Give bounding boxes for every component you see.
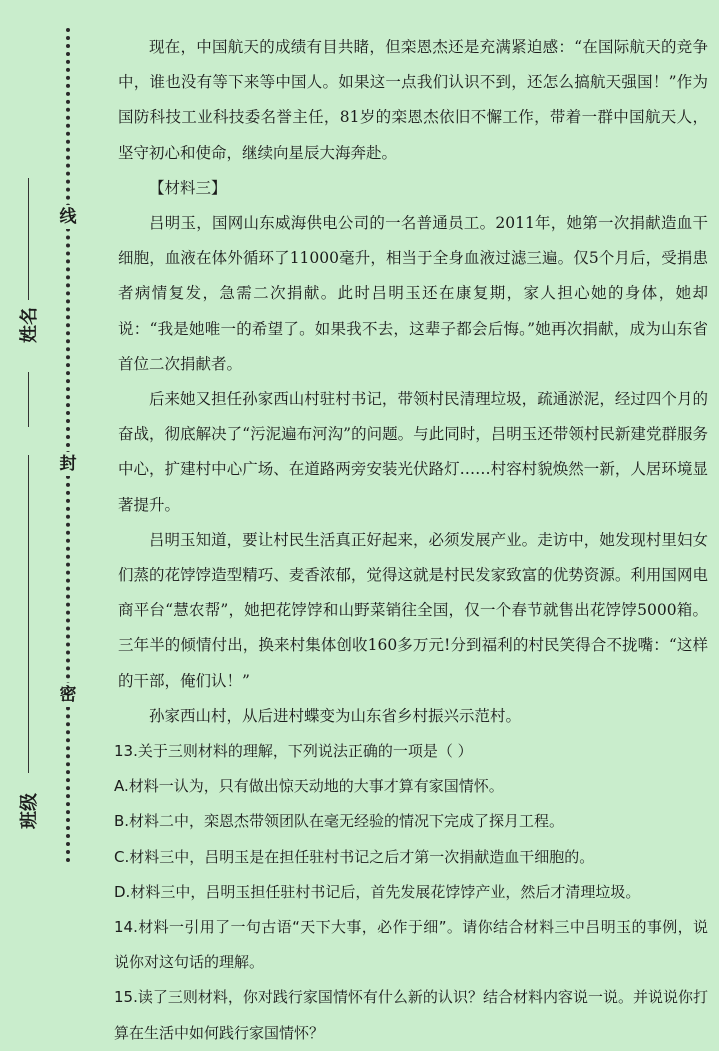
material3-paragraph-2: 后来她又担任孙家西山村驻村书记，带领村民清理垃圾，疏通淤泥，经过四个月的奋战，彻底解决了“污泥遍布河沟”的问题。与此同时，吕明玉还带领村民新建党群服务中心，扩建村中心广场、在道路两旁安装光伏路灯……村容村貌焕然一新，人居环境显著提升。 [118, 390, 708, 514]
binding-mark-mi: 密 [56, 683, 80, 707]
material3-heading: 【材料三】 [149, 178, 227, 197]
question-13-option-d: D.材料三中，吕明玉担任驻村书记后，首先发展花饽饽产业，然后才清理垃圾。 [114, 882, 641, 901]
material3-paragraph-1: 吕明玉，国网山东威海供电公司的一名普通员工。2011年，她第一次捐献造血干细胞，血液在体外循环了11000毫升，相当于全身血液过滤三遍。仅5个月后，受捐患者病情复发，急需二次捐献。此时吕明玉还在康复期，家人担心她的身体，她却说：“我是她唯一的希望了。如果我不去，这辈子都会后悔。”她再次捐献，成为山东省首位二次捐献者。 [118, 214, 708, 373]
class-label: 班级 [19, 793, 40, 829]
question-14: 14.材料一引用了一句古语“天下大事，必作于细”。请你结合材料三中吕明玉的事例，说说你对这句话的理解。 [114, 918, 708, 972]
question-13-option-a: A.材料一认为，只有做出惊天动地的大事才算有家国情怀。 [114, 777, 504, 796]
name-label: 姓名 [19, 307, 40, 343]
question-13-option-c: C.材料三中，吕明玉是在担任驻村书记之后才第一次捐献造血干细胞的。 [114, 847, 595, 866]
name-blank-line [28, 178, 29, 300]
binding-mark-feng: 封 [56, 452, 80, 476]
name-line-lower [28, 372, 29, 427]
class-blank-line [28, 455, 29, 773]
question-13: 13.关于三则材料的理解，下列说法正确的一项是（ ） [114, 742, 473, 761]
binding-margin [0, 0, 100, 889]
question-15: 15.读了三则材料，你对践行家国情怀有什么新的认识？结合材料内容说一说。并说说你打算在生活中如何践行家国情怀？ [114, 988, 708, 1042]
material2-end-paragraph: 现在，中国航天的成绩有目共睹，但栾恩杰还是充满紧迫感：“在国际航天的竞争中，谁也没有等下来等中国人。如果这一点我们认识不到，还怎么搞航天强国！”作为国防科技工业科技委名誉主任，81岁的栾恩杰依旧不懈工作，带着一群中国航天人，坚守初心和使命，继续向星辰大海奔赴。 [118, 38, 708, 162]
binding-mark-xian: 线 [56, 205, 80, 229]
exam-content [114, 30, 708, 1051]
material3-paragraph-4: 孙家西山村，从后进村蝶变为山东省乡村振兴示范村。 [149, 706, 522, 725]
binding-dotted-line [66, 28, 70, 863]
question-13-option-b: B.材料二中，栾恩杰带领团队在毫无经验的情况下完成了探月工程。 [114, 812, 565, 831]
material3-paragraph-3: 吕明玉知道，要让村民生活真正好起来，必须发展产业。走访中，她发现村里妇女们蒸的花饽饽造型精巧、麦香浓郁，觉得这就是村民发家致富的优势资源。利用国网电商平台“慧农帮”，她把花饽饽和山野菜销往全国，仅一个春节就售出花饽饽5000箱。三年半的倾情付出，换来村集体创收160多万元!分到福利的村民笑得合不拢嘴：“这样的干部，俺们认！” [118, 530, 708, 690]
